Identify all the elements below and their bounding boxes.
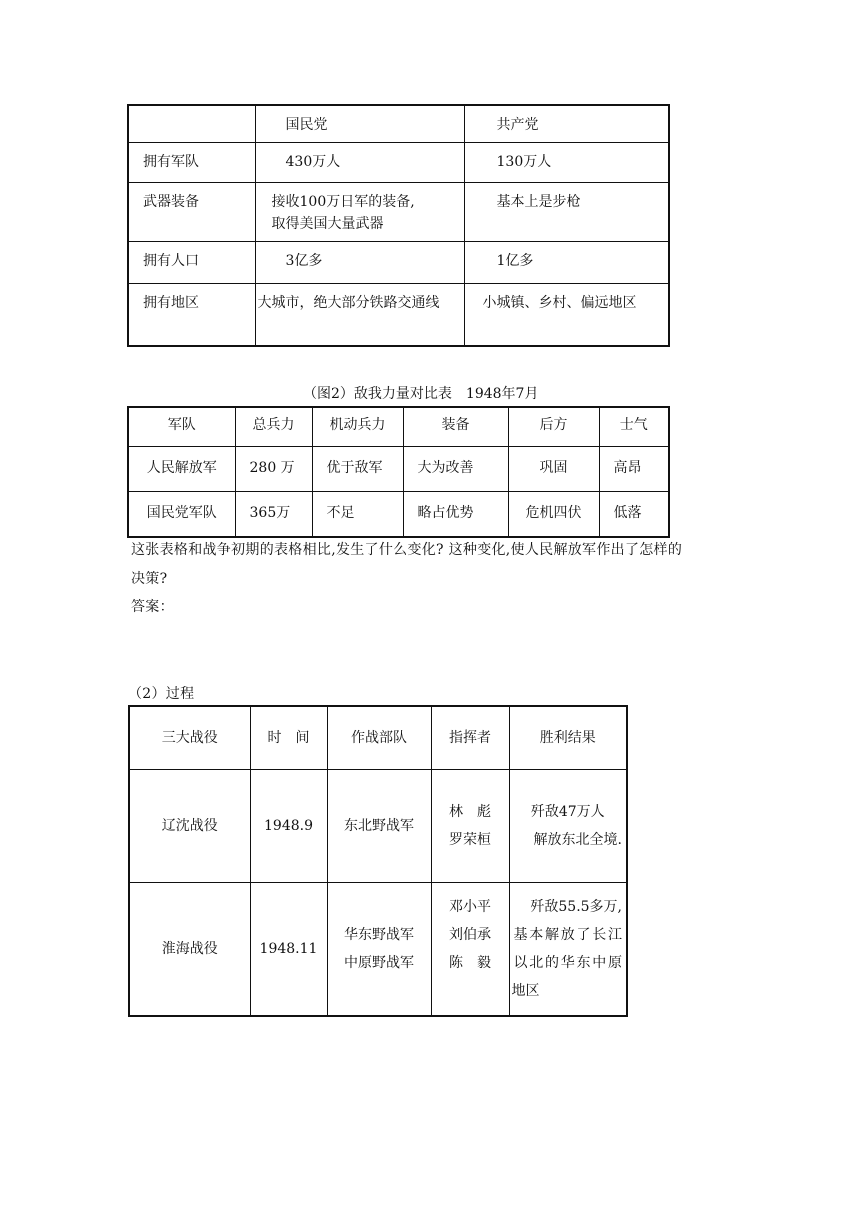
table-row — [128, 492, 669, 538]
table-cell: 低落 — [599, 492, 669, 538]
table-cell: 高昂 — [599, 447, 669, 492]
table-header-cell: 共产党 — [464, 105, 669, 142]
table-cell: 略占优势 — [403, 492, 508, 538]
table-row — [128, 447, 669, 492]
table-row — [128, 105, 669, 142]
cell-line: 地区 — [511, 983, 540, 999]
table-header-cell: 总兵力 — [235, 407, 312, 447]
cell-line: 华东野战军 — [344, 927, 414, 943]
table-cell: 基本上是步枪 — [464, 182, 669, 241]
table-cell: 大为改善 — [403, 447, 508, 492]
table-header-cell: 士气 — [599, 407, 669, 447]
table-cell: 优于敌军 — [312, 447, 403, 492]
table-row — [128, 283, 669, 346]
row-label: 拥有人口 — [128, 241, 255, 283]
table-header-cell: 军队 — [128, 407, 235, 447]
row-label: 武器装备 — [128, 182, 255, 241]
row-label: 拥有军队 — [128, 142, 255, 182]
table-cell: 1948.9 — [250, 770, 327, 883]
table-cell: 130万人 — [464, 142, 669, 182]
table-cell: 1亿多 — [464, 241, 669, 283]
table-cell: 280 万 — [235, 447, 312, 492]
table-header-cell: 机动兵力 — [312, 407, 403, 447]
table-row — [129, 770, 627, 883]
row-label: 拥有地区 — [128, 283, 255, 346]
table-cell: 人民解放军 — [128, 447, 235, 492]
table-cell: 不足 — [312, 492, 403, 538]
table-cell: 3亿多 — [255, 241, 464, 283]
table-cell — [128, 105, 255, 142]
force-comparison-table-1948 — [127, 406, 670, 538]
table-cell: 1948.11 — [250, 883, 327, 1017]
table-cell — [509, 770, 627, 883]
three-campaigns-table — [128, 705, 628, 1017]
cell-line: 林 彪 — [449, 804, 491, 820]
question-text: 这张表格和战争初期的表格相比,发生了什么变化? 这种变化,使人民解放军作出了怎样的 — [131, 542, 683, 558]
table-cell — [509, 883, 627, 1017]
table-cell: 巩固 — [508, 447, 599, 492]
table-header-row — [128, 407, 669, 447]
cell-line: 陈 毅 — [449, 955, 491, 971]
table-cell — [327, 883, 431, 1017]
table-header-cell: 后方 — [508, 407, 599, 447]
table-cell: 危机四伏 — [508, 492, 599, 538]
table-row — [128, 182, 669, 241]
table-caption: （图2）敌我力量对比表 1948年7月 — [303, 386, 539, 402]
table-header-cell: 作战部队 — [327, 706, 431, 770]
table-header-cell: 三大战役 — [129, 706, 250, 770]
section-title: （2）过程 — [128, 686, 195, 702]
cell-line: 以北的华东中原 — [513, 955, 622, 971]
cell-line: 刘伯承 — [449, 927, 491, 943]
cell-line: 罗荣桓 — [449, 832, 491, 848]
cell-line: 邓小平 — [449, 899, 491, 915]
table-cell: 大城市，绝大部分铁路交通线 — [255, 283, 464, 346]
table-header-cell: 国民党 — [255, 105, 464, 142]
table-cell — [255, 182, 464, 241]
cell-line: 解放东北全境. — [533, 832, 622, 848]
table-cell: 小城镇、乡村、偏远地区 — [464, 283, 669, 346]
answer-label: 答案： — [131, 599, 174, 615]
cell-line: 接收100万日军的装备, — [271, 193, 415, 210]
table-cell: 国民党军队 — [128, 492, 235, 538]
force-comparison-table-early — [127, 104, 670, 347]
table-header-cell: 装备 — [403, 407, 508, 447]
table-cell — [431, 883, 509, 1017]
table-header-cell: 指挥者 — [431, 706, 509, 770]
table-row — [128, 142, 669, 182]
table-cell: 430万人 — [255, 142, 464, 182]
table-row — [128, 241, 669, 283]
table-header-cell: 胜利结果 — [509, 706, 627, 770]
table-cell: 辽沈战役 — [129, 770, 250, 883]
table-header-cell: 时 间 — [250, 706, 327, 770]
cell-line: 歼敌47万人 — [530, 804, 605, 820]
cell-line: 歼敌55.5多万, — [530, 899, 622, 915]
table-row — [129, 883, 627, 1017]
cell-line: 中原野战军 — [344, 955, 414, 971]
table-cell: 淮海战役 — [129, 883, 250, 1017]
table-cell — [431, 770, 509, 883]
cell-line: 取得美国大量武器 — [271, 215, 384, 232]
cell-line: 基本解放了长江 — [513, 927, 622, 943]
question-text: 决策? — [131, 571, 168, 587]
table-cell: 东北野战军 — [327, 770, 431, 883]
table-header-row — [129, 706, 627, 770]
table-cell: 365万 — [235, 492, 312, 538]
